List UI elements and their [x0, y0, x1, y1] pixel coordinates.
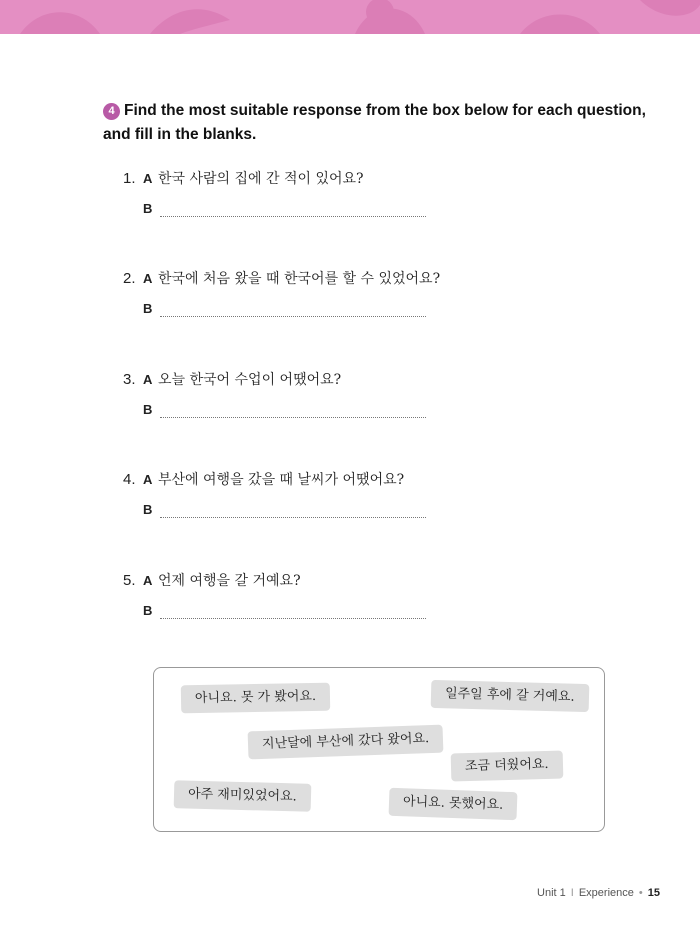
answer-line — [123, 400, 463, 420]
answer-line — [123, 199, 463, 219]
header-banner — [0, 0, 700, 34]
speaker-b-label: B — [143, 402, 153, 417]
question-3 — [123, 370, 463, 420]
speaker-a-label: A — [143, 171, 153, 186]
question-5 — [123, 571, 463, 621]
question-number: 1. — [123, 170, 136, 187]
answer-line — [123, 500, 463, 520]
question-line — [123, 169, 463, 189]
question-number: 2. — [123, 270, 136, 287]
question-line — [123, 571, 463, 591]
speaker-a-label: A — [143, 573, 153, 588]
question-1 — [123, 169, 463, 219]
answer-line — [123, 601, 463, 621]
question-4 — [123, 470, 463, 520]
instruction-line-2: and fill in the blanks. — [103, 126, 257, 143]
page-number: 15 — [647, 887, 660, 899]
page-footer — [537, 887, 660, 899]
question-number: 3. — [123, 371, 136, 388]
answer-option[interactable]: 아니요. 못했어요. — [389, 788, 518, 820]
answer-option[interactable]: 아니요. 못 가 봤어요. — [181, 683, 331, 714]
answer-blank[interactable] — [160, 618, 426, 619]
unit-label: Unit 1 — [537, 887, 566, 899]
question-text: 한국에 처음 왔을 때 한국어를 할 수 있었어요? — [158, 271, 441, 287]
answer-blank[interactable] — [160, 417, 426, 418]
question-text: 언제 여행을 갈 거예요? — [158, 573, 301, 589]
question-number: 5. — [123, 572, 136, 589]
answer-option[interactable]: 지난달에 부산에 갔다 왔어요. — [248, 725, 444, 760]
answer-choices-box — [153, 667, 605, 832]
speaker-b-label: B — [143, 301, 153, 316]
speaker-b-label: B — [143, 502, 153, 517]
answer-blank[interactable] — [160, 316, 426, 317]
speaker-a-label: A — [143, 271, 153, 286]
floral-pattern-icon — [0, 0, 700, 34]
question-number: 4. — [123, 471, 136, 488]
speaker-b-label: B — [143, 603, 153, 618]
question-text: 부산에 여행을 갔을 때 날씨가 어땠어요? — [158, 472, 405, 488]
answer-option[interactable]: 일주일 후에 갈 거예요. — [431, 680, 589, 712]
exercise-instruction — [103, 99, 663, 147]
section-label: Experience — [578, 887, 634, 899]
question-2 — [123, 269, 463, 319]
footer-bullet: • — [638, 887, 643, 899]
speaker-b-label: B — [143, 201, 153, 216]
instruction-line-1: Find the most suitable response from the box below for each question, — [124, 102, 646, 119]
answer-option[interactable]: 아주 재미있었어요. — [174, 780, 311, 812]
answer-blank[interactable] — [160, 517, 426, 518]
exercise-number-badge: 4 — [103, 103, 120, 120]
question-text: 오늘 한국어 수업이 어땠어요? — [158, 372, 342, 388]
answer-line — [123, 299, 463, 319]
question-line — [123, 470, 463, 490]
footer-separator: I — [570, 887, 574, 899]
answer-blank[interactable] — [160, 216, 426, 217]
question-text: 한국 사람의 집에 간 적이 있어요? — [158, 171, 364, 187]
speaker-a-label: A — [143, 372, 153, 387]
speaker-a-label: A — [143, 472, 153, 487]
answer-option[interactable]: 조금 더웠어요. — [451, 751, 563, 782]
question-line — [123, 269, 463, 289]
question-line — [123, 370, 463, 390]
